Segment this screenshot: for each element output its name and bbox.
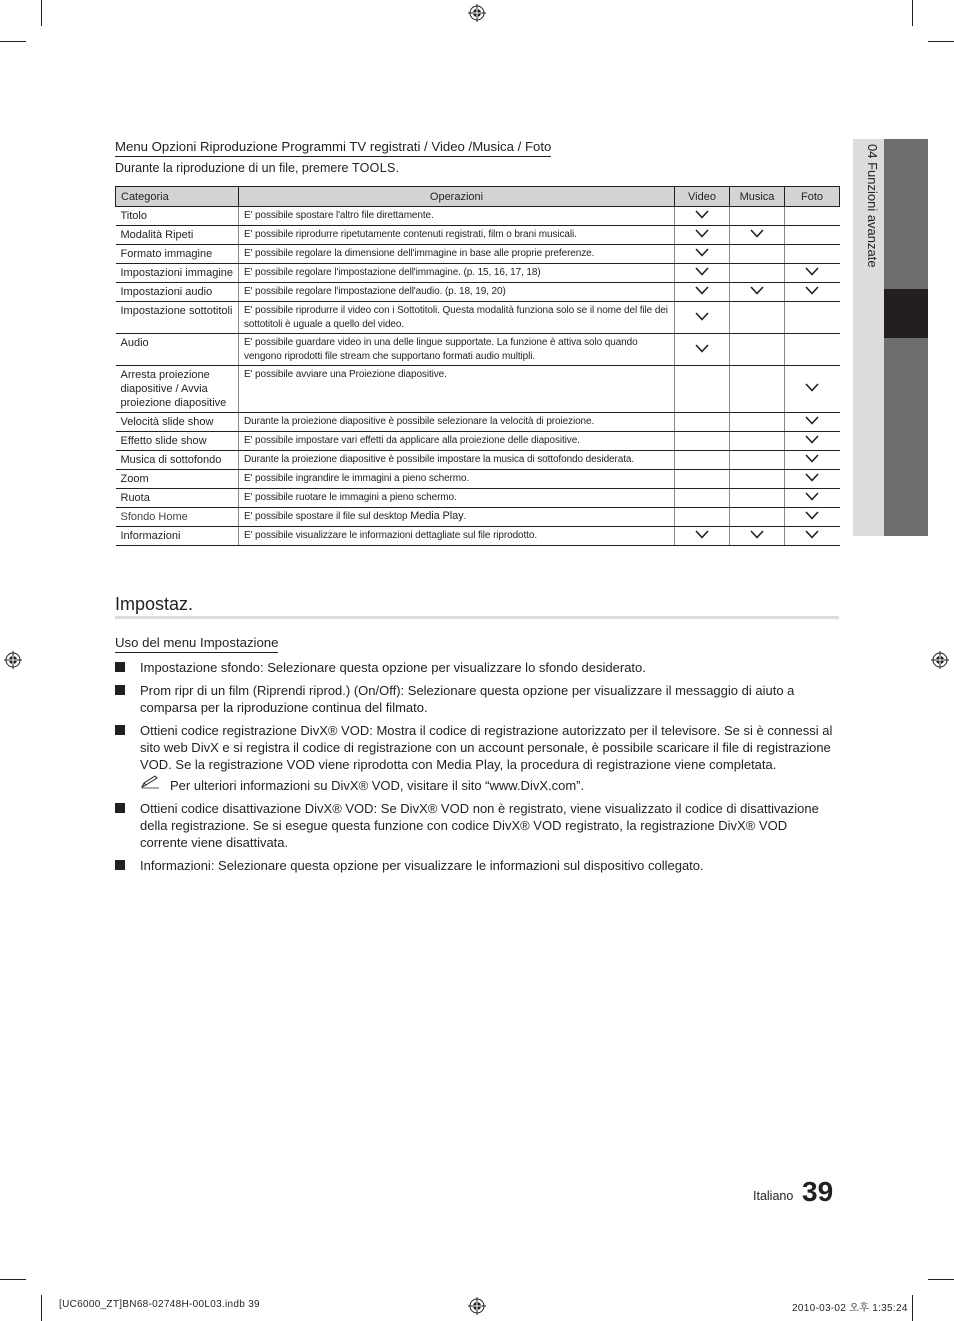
photo-check-cell [785,245,840,264]
row-operation [239,226,675,245]
row-category: Sfondo Home [116,508,239,527]
item-term: Ottieni codice registrazione DivX® VOD [140,723,370,738]
music-check-cell [730,226,785,245]
video-check-cell [675,283,730,302]
row-operation [239,527,675,546]
checkmark-icon [805,435,819,444]
photo-check-cell [785,302,840,334]
row-category: Titolo [116,207,239,226]
table-row [116,245,840,264]
bullet-square-icon [115,803,125,813]
note-text: Per ulteriori informazioni su DivX® VOD, visitare il sito “www.DivX.com”. [170,778,585,793]
operation-text: E' possibile regolare la dimensione dell'immagine in base alle proprie preferenze. [244,248,595,259]
section-title: Menu Opzioni Riproduzione Programmi TV registrati / Video /Musica / Foto [115,139,551,157]
row-category: Impostazioni audio [116,283,239,302]
checkmark-icon [805,530,819,539]
table-body [116,207,840,546]
photo-check-cell [785,334,840,366]
list-item [115,682,837,716]
row-operation [239,366,675,413]
video-check-cell [675,470,730,489]
table-row [116,432,840,451]
bullet-square-icon [115,725,125,735]
header-musica: Musica [730,187,785,207]
print-slug-file: [UC6000_ZT]BN68-02748H-00L03.indb 39 [59,1299,260,1310]
chapter-tab-marker [884,289,928,338]
row-category: Formato immagine [116,245,239,264]
table-row [116,527,840,546]
bullet-square-icon [115,685,125,695]
operation-text: E' possibile avviare una Proiezione diapositive. [244,369,447,380]
row-category: Effetto slide show [116,432,239,451]
music-check-cell [730,413,785,432]
page-number: 39 [802,1176,834,1207]
footer-language: Italiano [753,1189,794,1203]
list-item [115,722,837,794]
crop-mark [912,1295,913,1321]
operation-text: E' possibile spostare il file sul desktop [244,511,411,522]
video-check-cell [675,226,730,245]
checkmark-icon [805,286,819,295]
music-check-cell [730,489,785,508]
settings-subheading: Uso del menu Impostazione [115,635,278,653]
options-table [115,186,840,546]
table-header-row [116,187,840,207]
photo-check-cell [785,451,840,470]
video-check-cell [675,527,730,546]
item-note [140,777,837,794]
photo-check-cell [785,413,840,432]
video-check-cell [675,413,730,432]
checkmark-icon [805,492,819,501]
row-operation [239,302,675,334]
video-check-cell [675,207,730,226]
photo-check-cell [785,366,840,413]
list-item [115,857,837,874]
music-check-cell [730,302,785,334]
checkmark-icon [750,229,764,238]
row-category: Audio [116,334,239,366]
table-row [116,283,840,302]
header-categoria: Categoria [116,187,239,207]
operation-text: E' possibile ruotare le immagini a pieno schermo. [244,492,457,503]
crop-mark [0,1279,26,1280]
row-operation [239,451,675,470]
crop-mark [928,41,954,42]
registration-mark-icon [931,651,949,669]
item-term: Informazioni [140,858,211,873]
operation-text: E' possibile spostare l'altro file direttamente. [244,210,434,221]
print-slug-date: 2010-03-02 오후 1:35:24 [792,1303,908,1314]
operation-text: E' possibile regolare l'impostazione dell'audio. (p. 18, 19, 20) [244,286,506,297]
operation-text: Durante la proiezione diapositive è possibile impostare la musica di sottofondo desiderata. [244,454,635,465]
item-description: : Mostra il codice di registrazione autorizzato per il televisore. Se si è connessi al sito web DivX e si registra il codice di registrazione con un account personale, è possibile scaricare il file di registrazione VOD. Se la registrazione VOD viene riprodotta con Media Play, la procedura di registrazione viene completata. [140,723,833,772]
row-category: Informazioni [116,527,239,546]
item-term: Prom ripr di un film (Riprendi riprod.) (On/Off) [140,683,401,698]
checkmark-icon [805,473,819,482]
table-row [116,451,840,470]
row-category: Impostazioni immagine [116,264,239,283]
table-row [116,264,840,283]
photo-check-cell [785,489,840,508]
checkmark-icon [695,286,709,295]
row-operation [239,283,675,302]
checkmark-icon [805,416,819,425]
photo-check-cell [785,226,840,245]
music-check-cell [730,245,785,264]
checkmark-icon [695,267,709,276]
settings-heading: Impostaz. [115,594,839,619]
video-check-cell [675,302,730,334]
operation-text: E' possibile impostare vari effetti da applicare alla proiezione delle diapositive. [244,435,580,446]
row-operation [239,334,675,366]
tools-key: TOOLS [351,161,396,175]
row-operation [239,207,675,226]
registration-mark-icon [4,651,22,669]
crop-mark [0,41,26,42]
section-intro [115,161,399,175]
item-description: : Selezionare questa opzione per visualizzare le informazioni sul dispositivo collegato. [210,858,704,873]
table-row [116,226,840,245]
music-check-cell [730,207,785,226]
settings-list [115,659,837,880]
video-check-cell [675,366,730,413]
list-item [115,800,837,851]
music-check-cell [730,451,785,470]
registration-mark-icon [468,4,486,22]
row-operation [239,432,675,451]
table-row [116,366,840,413]
photo-check-cell [785,432,840,451]
music-check-cell [730,366,785,413]
header-video: Video [675,187,730,207]
operation-text: E' possibile regolare l'impostazione dell'immagine. (p. 15, 16, 17, 18) [244,267,541,278]
header-foto: Foto [785,187,840,207]
row-category: Velocità slide show [116,413,239,432]
checkmark-icon [695,248,709,257]
list-item [115,659,837,676]
crop-mark [928,1279,954,1280]
item-description: : Se DivX® VOD non è registrato, viene visualizzato il codice di disattivazione della registrazione. Se si esegue questa funzione con codice DivX® VOD registrato, la registrazione DivX® VOD corrente viene disattivata. [140,801,819,850]
row-operation [239,413,675,432]
checkmark-icon [695,210,709,219]
video-check-cell [675,245,730,264]
video-check-cell [675,264,730,283]
item-description: : Selezionare questa opzione per visualizzare lo sfondo desiderato. [259,660,646,675]
operation-text: E' possibile guardare video in una delle lingue supportate. La funzione è attiva solo quando vengono riprodotti file stream che supportano formati audio multipli. [244,337,638,362]
checkmark-icon [750,286,764,295]
table-row [116,334,840,366]
table-row [116,207,840,226]
row-operation [239,470,675,489]
row-category: Modalità Ripeti [116,226,239,245]
item-description: : Selezionare questa opzione per visualizzare il messaggio di aiuto a comparsa per la riproduzione continua del filmato. [140,683,795,715]
photo-check-cell [785,283,840,302]
intro-suffix: . [395,161,400,175]
row-operation [239,489,675,508]
checkmark-icon [805,383,819,392]
header-operazioni: Operazioni [239,187,675,207]
row-category: Zoom [116,470,239,489]
row-category: Arresta proiezione diapositive / Avvia proiezione diapositive [116,366,239,413]
checkmark-icon [695,530,709,539]
checkmark-icon [805,267,819,276]
item-term: Impostazione sfondo [140,660,260,675]
video-check-cell [675,334,730,366]
item-term: Ottieni codice disattivazione DivX® VOD [140,801,374,816]
music-check-cell [730,508,785,527]
checkmark-icon [805,454,819,463]
operation-text: E' possibile riprodurre ripetutamente contenuti registrati, film o brani musicali. [244,229,577,240]
checkmark-icon [695,312,709,321]
checkmark-icon [750,530,764,539]
music-check-cell [730,334,785,366]
table-row [116,413,840,432]
row-operation [239,508,675,527]
chapter-label: 04 Funzioni avanzate [865,144,880,268]
row-category: Musica di sottofondo [116,451,239,470]
row-operation [239,264,675,283]
registration-mark-icon [468,1297,486,1315]
bullet-square-icon [115,662,125,672]
music-check-cell [730,470,785,489]
table-row [116,489,840,508]
photo-check-cell [785,527,840,546]
row-operation [239,245,675,264]
video-check-cell [675,489,730,508]
music-check-cell [730,283,785,302]
crop-mark [41,0,42,26]
row-category: Impostazione sottotitoli [116,302,239,334]
operation-text: E' possibile riprodurre il video con i Sottotitoli. Questa modalità funziona solo se il nome del file dei sottotitoli è uguale a quello del video. [244,305,668,330]
photo-check-cell [785,470,840,489]
bullet-square-icon [115,860,125,870]
crop-mark [41,1295,42,1321]
crop-mark [912,0,913,26]
table-row [116,470,840,489]
music-check-cell [730,432,785,451]
operation-text: E' possibile ingrandire le immagini a pieno schermo. [244,473,470,484]
checkmark-icon [805,511,819,520]
photo-check-cell [785,264,840,283]
operation-highlight: Media Play [410,510,464,522]
music-check-cell [730,527,785,546]
checkmark-icon [695,344,709,353]
row-category: Ruota [116,489,239,508]
table-row [116,302,840,334]
operation-text: E' possibile visualizzare le informazioni dettagliate sul file riprodotto. [244,530,537,541]
video-check-cell [675,432,730,451]
table-row [116,508,840,527]
note-pencil-icon [140,774,160,790]
video-check-cell [675,451,730,470]
checkmark-icon [695,229,709,238]
photo-check-cell [785,508,840,527]
video-check-cell [675,508,730,527]
music-check-cell [730,264,785,283]
operation-tail: . [463,511,467,522]
operation-text: Durante la proiezione diapositive è possibile selezionare la velocità di proiezione. [244,416,595,427]
intro-prefix: Durante la riproduzione di un file, premere [115,161,352,175]
photo-check-cell [785,207,840,226]
